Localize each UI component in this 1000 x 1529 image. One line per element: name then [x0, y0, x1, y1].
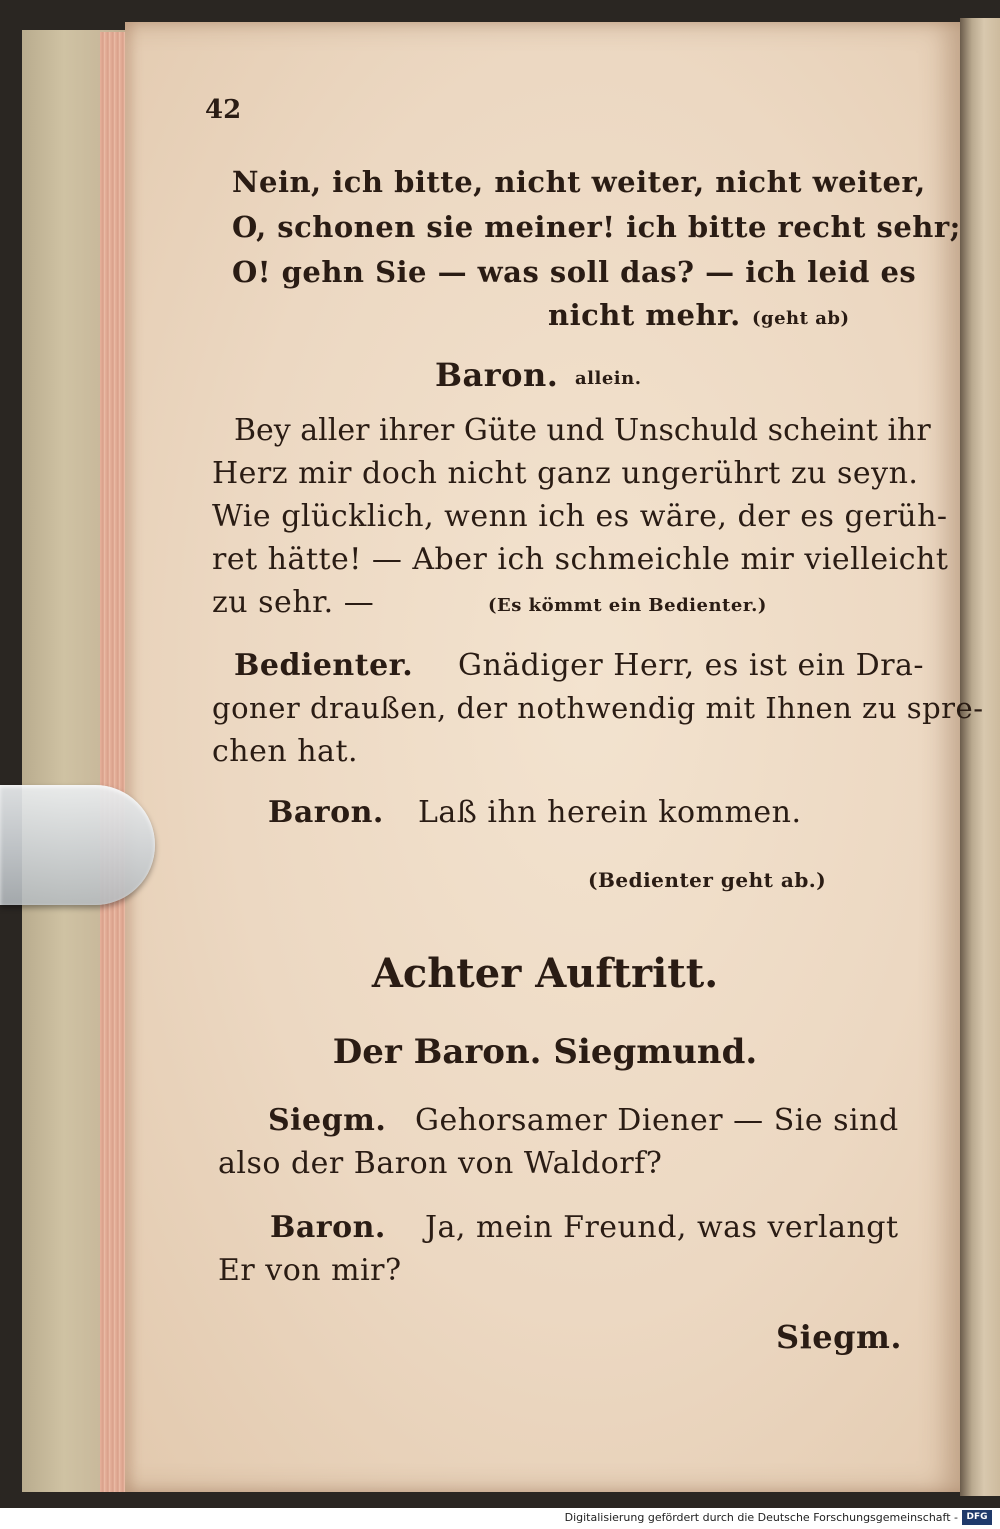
speech-line: ret hätte! — Aber ich schmeichle mir vielleicht — [212, 542, 949, 577]
speech-line: Wie glücklich, wenn ich es wäre, der es gerüh- — [212, 499, 948, 534]
speech-line: Bey aller ihrer Güte und Unschuld scheint ihr — [234, 413, 931, 448]
verse-line-4: nicht mehr. — [548, 298, 741, 332]
facing-page-edge — [960, 18, 1000, 1496]
speaker-label: Baron. — [268, 795, 384, 830]
page-number: 42 — [205, 95, 242, 125]
speech-line: Herz mir doch nicht ganz ungerührt zu seyn. — [212, 456, 919, 491]
speech-line: Er von mir? — [218, 1253, 402, 1288]
stage-direction-exit: (Bedienter geht ab.) — [588, 868, 827, 892]
footer-credit: Digitalisierung gefördert durch die Deutsche Forschungsgemeinschaft - — [564, 1511, 958, 1524]
verse-line-3: O! gehn Sie — was soll das? — ich leid es — [232, 255, 917, 289]
scene-characters: Der Baron. Siegmund. — [332, 1032, 758, 1072]
stage-direction-alone: allein. — [575, 368, 642, 389]
dfg-logo: DFG — [962, 1510, 992, 1525]
stage-direction-enter: (Es kömmt ein Bedienter.) — [488, 595, 767, 616]
speech-line: Laß ihn herein kommen. — [418, 795, 802, 830]
speech-line: Gnädiger Herr, es ist ein Dra- — [458, 648, 925, 683]
scene-title: Achter Auftritt. — [371, 950, 719, 997]
speech-line: goner draußen, der nothwendig mit Ihnen zu spre- — [212, 691, 984, 725]
stage-direction-exit: (geht ab) — [752, 308, 850, 329]
speaker-label: Siegm. — [268, 1103, 387, 1138]
verse-line-1: Nein, ich bitte, nicht weiter, nicht weiter, — [232, 165, 926, 199]
speaker-label: Baron. — [270, 1210, 386, 1245]
speech-line: also der Baron von Waldorf? — [218, 1146, 663, 1181]
speech-line: Gehorsamer Diener — Sie sind — [415, 1103, 899, 1138]
speech-line: zu sehr. — — [212, 585, 375, 620]
verse-line-2: O, schonen sie meiner! ich bitte recht sehr; — [232, 210, 961, 244]
speaker-heading: Baron. — [435, 356, 559, 394]
catchword: Siegm. — [776, 1318, 902, 1356]
speech-line: Ja, mein Freund, was verlangt — [425, 1210, 899, 1245]
speaker-label: Bedienter. — [234, 648, 414, 683]
speech-line: chen hat. — [212, 734, 359, 769]
page-clip — [0, 785, 155, 905]
